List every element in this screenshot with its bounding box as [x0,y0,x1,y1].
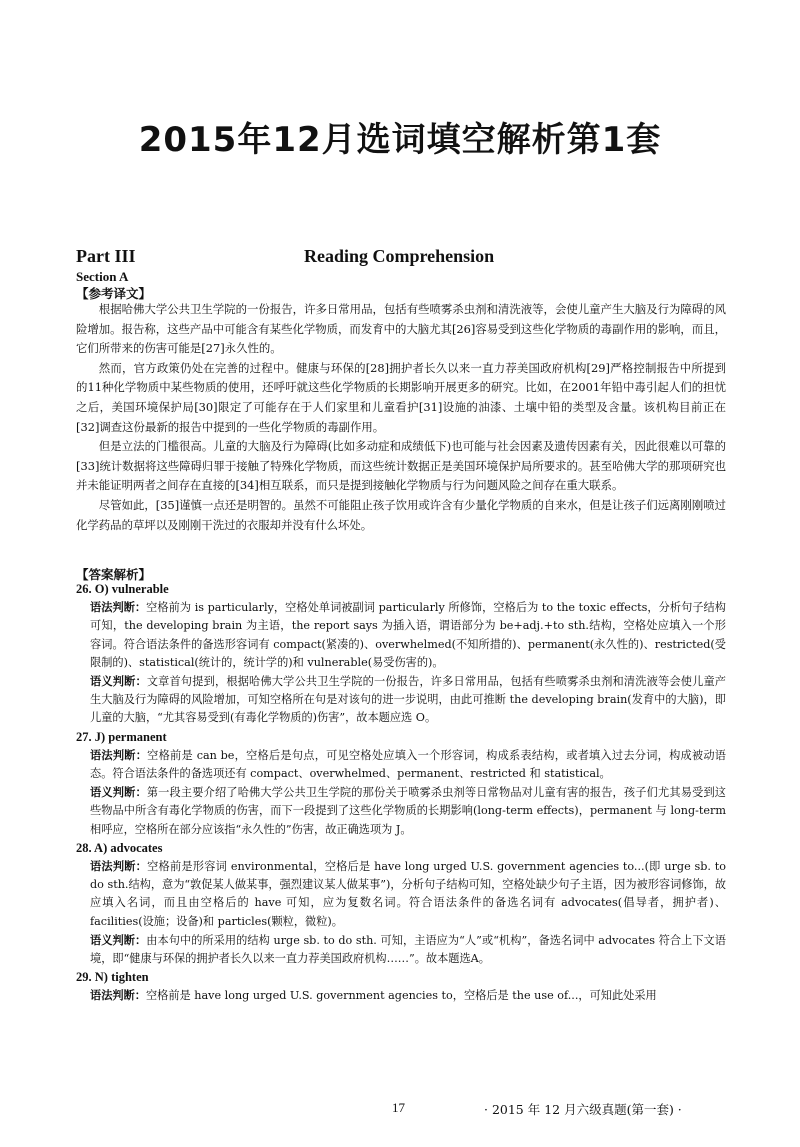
grammar-text: 空格前是 have long urged U.S. government agencies to，空格后是 the use of...，可知此处采用 [145,989,657,1003]
page-number: 17 [392,1100,405,1115]
answer-item-28 [76,839,726,968]
meaning-label: 语义判断： [90,785,147,800]
meaning-text: 文章首句提到，根据哈佛大学公共卫生学院的一份报告，许多日常用品，包括有些喷雾杀虫剂和清洗液等会使儿童产生大脑及行为障碍的风险增加，可知空格所在句是对该句的进一步说明，由此可推断 the developing brain(发育中的大脑)，即儿童的大脑，“尤其容易受到(有毒化学物质的)伤害”，故本题应选 O。 [90,675,726,725]
translation-paragraph: 根据哈佛大学公共卫生学院的一份报告，许多日常用品，包括有些喷雾杀虫剂和清洗液等，会使儿童产生大脑及行为障碍的风险增加。报告称，这些产品中可能含有某些化学物质，而发育中的大脑尤其[26]容易受到这些化学物质的毒副作用的影响，而且，它们所带来的伤害可能是[27]永久性的。 [76,302,726,356]
footer-source: · 2015 年 12 月六级真题(第一套) · [484,1102,682,1117]
meaning-judgment [90,931,726,968]
grammar-judgment [90,598,726,672]
meaning-judgment [90,672,726,728]
meaning-text: 第一段主要介绍了哈佛大学公共卫生学院的那份关于喷雾杀虫剂等日常物品对儿童有害的报告，孩子们尤其易受到这些物品中所含有毒化学物质的伤害，而下一段提到了这些化学物质的长期影响(long-term effects)，permanent 与 long-term 相呼应，空格所在部分应该指“永久性的”伤害，故正确选项为 J。 [90,786,726,836]
answer-head: 28. A) advocates [76,840,163,855]
grammar-text: 空格前为 is particularly，空格处单词被副词 particularly 所修饰，空格后为 to the toxic effects，分析句子结构可知，the developing brain 为主语，the report says 为插入语，谓语部分为 be+adj.+to sth.结构，空格处应填入一个形容词。符合语法条件的备选形容词有 compact(紧凑的)、overwhelmed(不知所措的)、permanent(永久性的)、restricted(受限制的)、statistical(统计的，统计学的)和 vulnerable(易受伤害的)。 [90,601,726,669]
grammar-text: 空格前是 can be，空格后是句点，可见空格处应填入一个形容词，构成系表结构，或者填入过去分词，构成被动语态。符合语法条件的备选项还有 compact、overwhelmed、permanent、restricted 和 statistical。 [90,748,726,781]
grammar-judgment [90,986,726,1005]
answer-item-27 [76,728,726,839]
meaning-label: 语义判断： [90,674,147,689]
answer-analysis [76,580,726,1006]
grammar-label: 语法判断： [90,988,146,1003]
meaning-text: 由本句中的所采用的结构 urge sb. to do sth. 可知，主语应为“人”或“机构”，备选名词中 advocates 符合上下文语境，即“健康与环保的拥护者长久以来一直力荐美国政府机构……”。故本题选A。 [90,933,726,966]
answer-head: 29. N) tighten [76,970,149,985]
answer-head: 27. J) permanent [76,729,167,744]
part-header [76,246,726,268]
translation-paragraph: 然而，官方政策仍处在完善的过程中。健康与环保的[28]拥护者长久以来一直力荐美国政府机构[29]严格控制报告中所提到的11种化学物质中某些物质的使用，还呼吁就这些化学物质的长期影响开展更多的研究。比如，在2001年铅中毒引起人们的担忧之后，美国环境保护局[30]限定了可能存在于人们家里和儿童看护[31]设施的油漆、土壤中铅的类型及含量。该机构目前正在[32]调查这份最新的报告中提到的一些化学物质的毒副作用。 [76,360,726,434]
grammar-label: 语法判断： [90,859,148,874]
answer-head: 26. O) vulnerable [76,582,169,596]
part-label: Part III [76,246,136,266]
answer-item-29 [76,968,726,1005]
grammar-judgment [90,746,726,783]
grammar-label: 语法判断： [90,600,147,615]
page-title: 2015年12月选词填空解析第1套 [138,120,662,160]
part-title: Reading Comprehension [304,246,495,266]
meaning-label: 语义判断： [90,932,147,947]
translation-heading: 【参考译文】 [76,286,152,301]
grammar-text: 空格前是形容词 environmental，空格后是 have long urged U.S. government agencies to...(即 urge sb. to do sth.结构，意为“敦促某人做某事，强烈建议某人做某事”)，分析句子结构可知，空格处缺少句子主语，因为被形容词修饰，故应填入名词，而且由空格后的 have 可知，应为复数名词。符合语法条件的备选名词有 advocates(倡导者，拥护者)、facilities(设施；设备)和 particles(颗粒，微粒)。 [90,860,727,928]
meaning-judgment [90,783,726,839]
translation-paragraph: 但是立法的门槛很高。儿童的大脑及行为障碍(比如多动症和成绩低下)也可能与社会因素及遗传因素有关，因此很难以可靠的[33]统计数据将这些障碍归罪于接触了特殊化学物质，而这些统计数据正是美国环境保护局所要求的。甚至哈佛大学的那项研究也并未能证明两者之间存在直接的[34]相互联系，而只是提到接触化学物质与行为问题风险之间存在重大联系。 [76,439,726,493]
answer-item-26 [76,580,726,728]
grammar-judgment [90,857,726,931]
translation-paragraph: 尽管如此，[35]谨慎一点还是明智的。虽然不可能阻止孩子饮用或许含有少量化学物质的自来水，但是让孩子们远离刚刚喷过化学药品的草坪以及刚刚干洗过的衣服却并没有什么坏处。 [76,497,726,532]
reference-translation [76,300,726,535]
grammar-label: 语法判断： [90,747,148,762]
analysis-heading: 【答案解析】 [76,567,152,582]
section-label: Section A [76,269,129,284]
